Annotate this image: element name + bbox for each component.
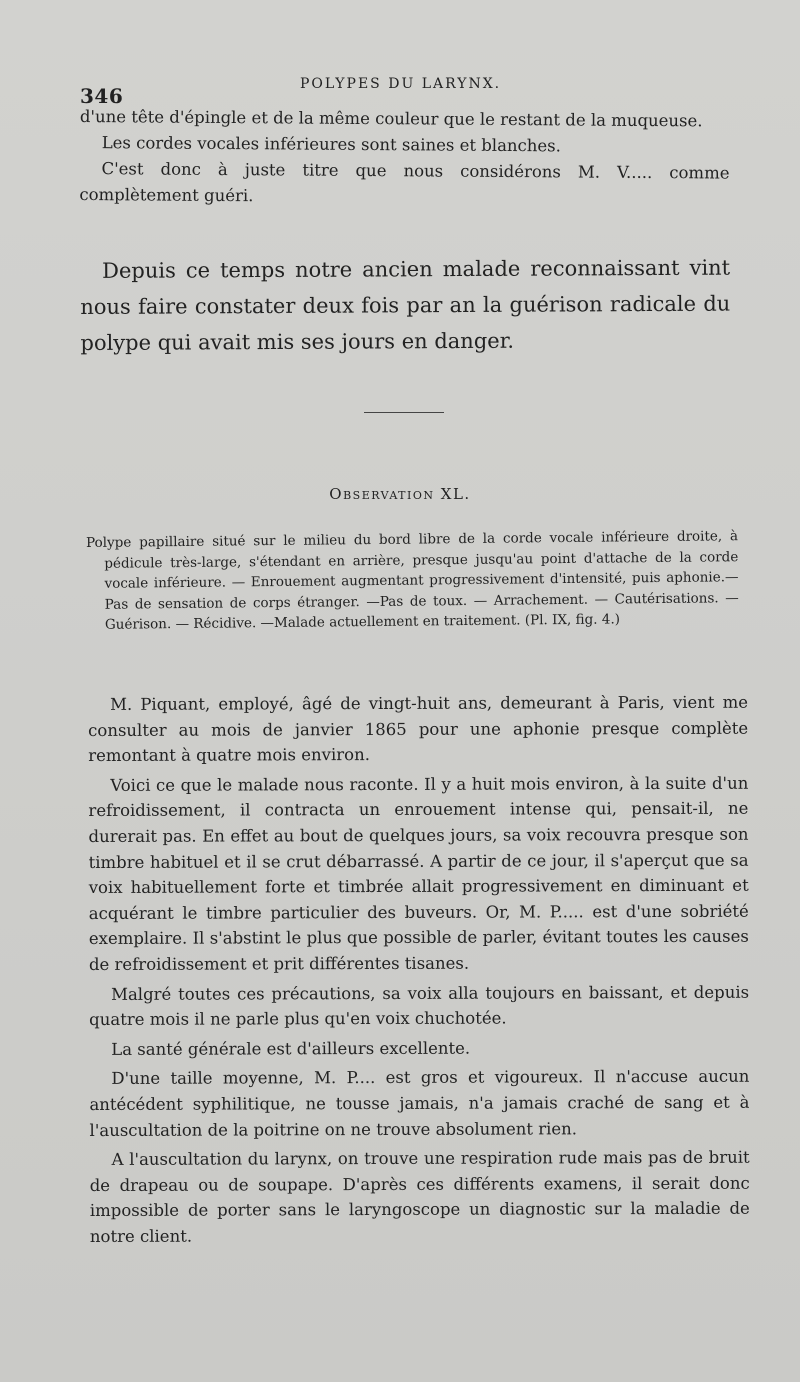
- paragraph: D'une taille moyenne, M. P.... est gros et vigoureux. Il n'accuse aucun antécédent syphilitique, ne tousse jamais, n'a jamais craché de sang et à l'auscultation de la poitrine on ne trouve absolument rien.: [89, 1067, 750, 1140]
- observation-title-text: Observation XL.: [329, 485, 471, 503]
- continued-text: [79, 104, 730, 213]
- section-divider: [364, 412, 444, 413]
- paragraph: Malgré toutes ces précautions, sa voix alla toujours en baissant, et depuis quatre mois il ne parle plus qu'en voix chuchotée.: [89, 982, 750, 1030]
- paragraph: Voici ce que le malade nous raconte. Il y a huit mois environ, à la suite d'un refroidissement, il contracta un enrouement intense qui, pensait-il, ne durerait pas. En effet au bout de quelques jours, sa voix recouvra presque son timbre habituel et il se crut débarrassé. A partir de ce jour, il s'aperçut que sa voix habituellement forte et timbrée allait progressivement en diminuant et acquérant le timbre particulier des buveurs. Or, M. P..... est d'une sobriété exemplaire. Il s'abstint le plus que possible de parler, évitant toutes les causes de refroidissement et prit différentes tisanes.: [88, 773, 749, 974]
- running-title: POLYPES DU LARYNX.: [300, 76, 502, 92]
- paragraph-continuation: d'une tête d'épingle et de la même couleur que le restant de la muqueuse.: [79, 106, 703, 131]
- paragraph: La santé générale est d'ailleurs excellente.: [111, 1038, 471, 1059]
- paragraph: C'est donc à juste titre que nous considérons M. V..... comme complètement guéri.: [79, 159, 730, 206]
- observation-title: [0, 485, 800, 503]
- paragraph: A l'auscultation du larynx, on trouve une respiration rude mais pas de bruit de drapeau ou de soupape. D'après ces différents examens, il serait donc impossible de porter sans le laryngoscope un diagnostic sur la maladie de notre client.: [89, 1147, 750, 1246]
- paragraph: Les cordes vocales inférieures sont saines et blanches.: [101, 133, 561, 156]
- paragraph: M. Piquant, employé, âgé de vingt-huit ans, demeurant à Paris, vient me consulter au mois de janvier 1865 pour une aphonie presque complète remontant à quatre mois environ.: [88, 692, 749, 766]
- observation-summary: [86, 526, 739, 635]
- large-print-paragraph: [80, 250, 731, 361]
- page-number: 346: [80, 84, 124, 108]
- summary-text: Polype papillaire situé sur le milieu du bord libre de la corde vocale inférieure droite, à pédicule très-large, s'étendant en arrière, presque jusqu'au point d'attache de la corde vocale inférieure. — Enrouement augmentant progressivement d'intensité, puis aphonie.— Pas de sensation de corps étranger. —Pas de toux. — Arrachement. — Cautérisations. — Guérison. — Récidive. —Malade actuellement en traitement. (Pl. IX, fig. 4.): [86, 528, 739, 633]
- paragraph: Depuis ce temps notre ancien malade reconnaissant vint nous faire constater deux fois par an la guérison radicale du polype qui avait mis ses jours en danger.: [80, 255, 731, 355]
- observation-body: [88, 690, 750, 1254]
